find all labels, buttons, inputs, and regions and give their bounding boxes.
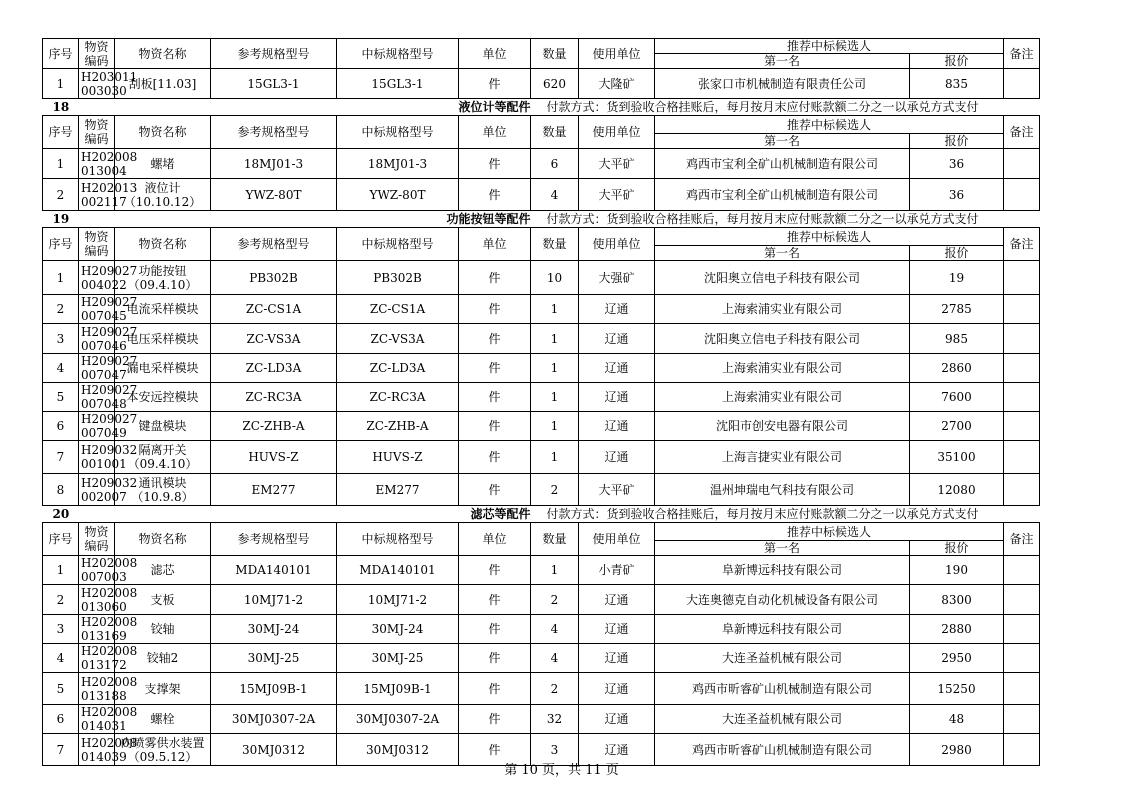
header-price: 报价 <box>910 246 1004 261</box>
row-seq: 5 <box>43 673 79 705</box>
row-price: 36 <box>910 179 1004 211</box>
row-code: H202008 014039 <box>79 734 115 766</box>
row-user: 大平矿 <box>579 474 655 506</box>
row-ref-spec: MDA140101 <box>211 556 337 585</box>
table-row <box>43 179 1040 211</box>
row-price: 8300 <box>910 585 1004 615</box>
row-unit: 件 <box>459 441 531 474</box>
row-ref-spec: ZC-VS3A <box>211 324 337 354</box>
row-remark <box>1004 644 1040 673</box>
row-qty: 620 <box>531 69 579 99</box>
header-remark: 备注 <box>1004 116 1040 149</box>
table-row <box>43 261 1040 295</box>
section-title: 滤芯等配件 <box>470 507 531 521</box>
row-price: 190 <box>910 556 1004 585</box>
row-remark <box>1004 412 1040 441</box>
row-qty: 1 <box>531 295 579 324</box>
row-qty: 1 <box>531 324 579 354</box>
row-qty: 4 <box>531 179 579 211</box>
row-user: 辽通 <box>579 705 655 734</box>
page-footer: 第 10 页，共 11 页 <box>504 763 619 778</box>
header-unit: 单位 <box>459 39 531 69</box>
header-bid-spec: 中标规格型号 <box>337 523 459 556</box>
row-qty: 10 <box>531 261 579 295</box>
table-row <box>43 149 1040 179</box>
row-supplier: 大连圣益机械有限公司 <box>655 705 910 734</box>
row-qty: 4 <box>531 615 579 644</box>
header-ref-spec: 参考规格型号 <box>211 228 337 261</box>
row-supplier: 阜新博远科技有限公司 <box>655 615 910 644</box>
header-unit: 单位 <box>459 523 531 556</box>
row-supplier: 张家口市机械制造有限责任公司 <box>655 69 910 99</box>
table-row <box>43 383 1040 412</box>
row-bid-spec: 15MJ09B-1 <box>337 673 459 705</box>
row-seq: 4 <box>43 354 79 383</box>
table-row <box>43 295 1040 324</box>
row-qty: 32 <box>531 705 579 734</box>
table-row <box>43 441 1040 474</box>
header-price: 报价 <box>910 541 1004 556</box>
row-unit: 件 <box>459 149 531 179</box>
header-first: 第一名 <box>655 54 910 69</box>
row-qty: 3 <box>531 734 579 766</box>
row-price: 19 <box>910 261 1004 295</box>
row-user: 辽通 <box>579 585 655 615</box>
header-remark: 备注 <box>1004 228 1040 261</box>
row-user: 大平矿 <box>579 179 655 211</box>
row-bid-spec: 30MJ0307-2A <box>337 705 459 734</box>
table-row <box>43 69 1040 99</box>
row-price: 7600 <box>910 383 1004 412</box>
row-price: 2700 <box>910 412 1004 441</box>
row-remark <box>1004 383 1040 412</box>
row-seq: 1 <box>43 556 79 585</box>
procurement-table <box>42 38 1040 766</box>
row-name: 滤芯 <box>115 556 211 585</box>
row-price: 985 <box>910 324 1004 354</box>
row-ref-spec: 15MJ09B-1 <box>211 673 337 705</box>
section-title-row <box>43 99 1040 116</box>
row-name: 隔离开关 （09.4.10） <box>115 441 211 474</box>
row-code: H209027 007046 <box>79 324 115 354</box>
header-name: 物资名称 <box>115 228 211 261</box>
row-name: 液位计 （10.10.12） <box>115 179 211 211</box>
row-code: H202008 013169 <box>79 615 115 644</box>
header-recommend: 推荐中标候选人 <box>655 523 1004 541</box>
row-supplier: 鸡西市宝利全矿山机械制造有限公司 <box>655 179 910 211</box>
header-user: 使用单位 <box>579 116 655 149</box>
row-ref-spec: 30MJ-24 <box>211 615 337 644</box>
row-unit: 件 <box>459 383 531 412</box>
section-title-row <box>43 211 1040 228</box>
row-code: H209027 004022 <box>79 261 115 295</box>
row-qty: 2 <box>531 673 579 705</box>
row-user: 大隆矿 <box>579 69 655 99</box>
header-row <box>43 39 1040 54</box>
header-recommend: 推荐中标候选人 <box>655 39 1004 54</box>
row-remark <box>1004 441 1040 474</box>
row-name: 支板 <box>115 585 211 615</box>
row-qty: 1 <box>531 412 579 441</box>
row-supplier: 大连圣益机械有限公司 <box>655 644 910 673</box>
row-bid-spec: 30MJ0312 <box>337 734 459 766</box>
header-remark: 备注 <box>1004 39 1040 69</box>
row-name: 铰轴 <box>115 615 211 644</box>
header-price: 报价 <box>910 54 1004 69</box>
header-qty: 数量 <box>531 116 579 149</box>
header-ref-spec: 参考规格型号 <box>211 39 337 69</box>
row-name: 键盘模块 <box>115 412 211 441</box>
row-ref-spec: ZC-ZHB-A <box>211 412 337 441</box>
row-code: H202008 013172 <box>79 644 115 673</box>
row-price: 2950 <box>910 644 1004 673</box>
row-unit: 件 <box>459 354 531 383</box>
row-unit: 件 <box>459 734 531 766</box>
header-seq: 序号 <box>43 228 79 261</box>
header-user: 使用单位 <box>579 228 655 261</box>
row-seq: 2 <box>43 585 79 615</box>
row-bid-spec: MDA140101 <box>337 556 459 585</box>
header-seq: 序号 <box>43 39 79 69</box>
header-unit: 单位 <box>459 228 531 261</box>
header-unit: 单位 <box>459 116 531 149</box>
row-qty: 2 <box>531 585 579 615</box>
row-remark <box>1004 615 1040 644</box>
section-title: 液位计等配件 <box>458 100 531 114</box>
row-user: 辽通 <box>579 673 655 705</box>
row-user: 辽通 <box>579 383 655 412</box>
row-remark <box>1004 179 1040 211</box>
header-user: 使用单位 <box>579 39 655 69</box>
header-code: 物资编码 <box>79 39 115 69</box>
row-qty: 4 <box>531 644 579 673</box>
header-bid-spec: 中标规格型号 <box>337 228 459 261</box>
table-row <box>43 673 1040 705</box>
row-seq: 1 <box>43 149 79 179</box>
section-title-row <box>43 506 1040 523</box>
row-bid-spec: ZC-ZHB-A <box>337 412 459 441</box>
row-bid-spec: 30MJ-24 <box>337 615 459 644</box>
row-remark <box>1004 324 1040 354</box>
row-unit: 件 <box>459 705 531 734</box>
row-price: 15250 <box>910 673 1004 705</box>
header-qty: 数量 <box>531 523 579 556</box>
row-unit: 件 <box>459 69 531 99</box>
row-code: H202013 002117 <box>79 179 115 211</box>
row-code: H209027 007049 <box>79 412 115 441</box>
row-unit: 件 <box>459 324 531 354</box>
header-row <box>43 523 1040 541</box>
row-user: 辽通 <box>579 615 655 644</box>
row-code: H209032 001001 <box>79 441 115 474</box>
row-ref-spec: 30MJ0307-2A <box>211 705 337 734</box>
row-remark <box>1004 673 1040 705</box>
row-seq: 7 <box>43 734 79 766</box>
row-user: 辽通 <box>579 734 655 766</box>
table-row <box>43 412 1040 441</box>
row-unit: 件 <box>459 585 531 615</box>
section-payment-terms: 付款方式：货到验收合格挂账后，每月按月末应付账款额二分之一以承兑方式支付 <box>546 100 979 114</box>
row-remark <box>1004 705 1040 734</box>
row-supplier: 上海言捷实业有限公司 <box>655 441 910 474</box>
row-supplier: 鸡西市昕睿矿山机械制造有限公司 <box>655 734 910 766</box>
header-first: 第一名 <box>655 134 910 149</box>
row-name: 电流采样模块 <box>115 295 211 324</box>
row-unit: 件 <box>459 474 531 506</box>
section-payment-terms: 付款方式：货到验收合格挂账后，每月按月末应付账款额二分之一以承兑方式支付 <box>546 507 979 521</box>
row-supplier: 大连奥德克自动化机械设备有限公司 <box>655 585 910 615</box>
row-ref-spec: HUVS-Z <box>211 441 337 474</box>
row-supplier: 沈阳奥立信电子科技有限公司 <box>655 261 910 295</box>
row-user: 大平矿 <box>579 149 655 179</box>
header-code: 物资编码 <box>79 228 115 261</box>
row-code: H209027 007045 <box>79 295 115 324</box>
row-ref-spec: ZC-RC3A <box>211 383 337 412</box>
row-price: 48 <box>910 705 1004 734</box>
row-seq: 7 <box>43 441 79 474</box>
row-remark <box>1004 474 1040 506</box>
header-first: 第一名 <box>655 541 910 556</box>
header-recommend: 推荐中标候选人 <box>655 228 1004 246</box>
row-bid-spec: PB302B <box>337 261 459 295</box>
row-bid-spec: YWZ-80T <box>337 179 459 211</box>
row-name: 本安远控模块 <box>115 383 211 412</box>
row-seq: 1 <box>43 69 79 99</box>
row-qty: 1 <box>531 354 579 383</box>
row-supplier: 鸡西市昕睿矿山机械制造有限公司 <box>655 673 910 705</box>
row-ref-spec: ZC-CS1A <box>211 295 337 324</box>
row-bid-spec: ZC-RC3A <box>337 383 459 412</box>
row-user: 大强矿 <box>579 261 655 295</box>
row-remark <box>1004 149 1040 179</box>
row-bid-spec: ZC-CS1A <box>337 295 459 324</box>
row-name: 漏电采样模块 <box>115 354 211 383</box>
section-number: 19 <box>52 212 70 226</box>
row-supplier: 上海索浦实业有限公司 <box>655 295 910 324</box>
row-user: 辽通 <box>579 644 655 673</box>
table-row <box>43 705 1040 734</box>
header-seq: 序号 <box>43 116 79 149</box>
header-seq: 序号 <box>43 523 79 556</box>
row-name: 内喷雾供水装置 （09.5.12） <box>115 734 211 766</box>
section-number: 20 <box>52 507 70 521</box>
row-name: 螺栓 <box>115 705 211 734</box>
row-user: 辽通 <box>579 295 655 324</box>
row-price: 2860 <box>910 354 1004 383</box>
row-qty: 2 <box>531 474 579 506</box>
row-user: 辽通 <box>579 354 655 383</box>
row-price: 835 <box>910 69 1004 99</box>
row-name: 支撑架 <box>115 673 211 705</box>
header-qty: 数量 <box>531 228 579 261</box>
row-ref-spec: 30MJ-25 <box>211 644 337 673</box>
header-name: 物资名称 <box>115 39 211 69</box>
section-number: 18 <box>52 100 70 114</box>
table-row <box>43 556 1040 585</box>
header-code: 物资编码 <box>79 116 115 149</box>
row-unit: 件 <box>459 644 531 673</box>
row-code: H209027 007048 <box>79 383 115 412</box>
table-row <box>43 585 1040 615</box>
row-code: H202008 014031 <box>79 705 115 734</box>
table-row <box>43 354 1040 383</box>
row-remark <box>1004 295 1040 324</box>
row-remark <box>1004 585 1040 615</box>
row-user: 小青矿 <box>579 556 655 585</box>
row-seq: 4 <box>43 644 79 673</box>
row-seq: 8 <box>43 474 79 506</box>
row-ref-spec: 18MJ01-3 <box>211 149 337 179</box>
row-qty: 1 <box>531 556 579 585</box>
row-seq: 6 <box>43 412 79 441</box>
row-qty: 1 <box>531 383 579 412</box>
row-code: H202008 013004 <box>79 149 115 179</box>
row-code: H209027 007047 <box>79 354 115 383</box>
row-name: 铰轴2 <box>115 644 211 673</box>
row-price: 35100 <box>910 441 1004 474</box>
section-payment-terms: 付款方式：货到验收合格挂账后，每月按月末应付账款额二分之一以承兑方式支付 <box>546 212 979 226</box>
row-name: 螺堵 <box>115 149 211 179</box>
row-bid-spec: ZC-VS3A <box>337 324 459 354</box>
row-name: 刮板[11.03] <box>115 69 211 99</box>
header-code: 物资编码 <box>79 523 115 556</box>
row-bid-spec: ZC-LD3A <box>337 354 459 383</box>
row-supplier: 沈阳市创安电器有限公司 <box>655 412 910 441</box>
row-seq: 2 <box>43 179 79 211</box>
row-supplier: 温州坤瑞电气科技有限公司 <box>655 474 910 506</box>
row-ref-spec: 15GL3-1 <box>211 69 337 99</box>
row-bid-spec: 10MJ71-2 <box>337 585 459 615</box>
row-user: 辽通 <box>579 412 655 441</box>
row-seq: 6 <box>43 705 79 734</box>
row-seq: 3 <box>43 615 79 644</box>
section-title: 功能按钮等配件 <box>446 212 531 226</box>
row-price: 12080 <box>910 474 1004 506</box>
row-price: 2785 <box>910 295 1004 324</box>
row-seq: 3 <box>43 324 79 354</box>
header-bid-spec: 中标规格型号 <box>337 39 459 69</box>
row-remark <box>1004 556 1040 585</box>
row-supplier: 上海索浦实业有限公司 <box>655 354 910 383</box>
row-code: H202008 007003 <box>79 556 115 585</box>
row-unit: 件 <box>459 179 531 211</box>
header-name: 物资名称 <box>115 523 211 556</box>
header-first: 第一名 <box>655 246 910 261</box>
header-row <box>43 116 1040 134</box>
row-remark <box>1004 261 1040 295</box>
row-seq: 1 <box>43 261 79 295</box>
row-supplier: 沈阳奥立信电子科技有限公司 <box>655 324 910 354</box>
row-ref-spec: PB302B <box>211 261 337 295</box>
row-price: 2880 <box>910 615 1004 644</box>
header-name: 物资名称 <box>115 116 211 149</box>
row-unit: 件 <box>459 261 531 295</box>
row-supplier: 阜新博远科技有限公司 <box>655 556 910 585</box>
row-remark <box>1004 69 1040 99</box>
row-bid-spec: EM277 <box>337 474 459 506</box>
row-bid-spec: 30MJ-25 <box>337 644 459 673</box>
row-bid-spec: HUVS-Z <box>337 441 459 474</box>
row-code: H202008 013188 <box>79 673 115 705</box>
row-seq: 2 <box>43 295 79 324</box>
row-ref-spec: EM277 <box>211 474 337 506</box>
row-bid-spec: 15GL3-1 <box>337 69 459 99</box>
row-qty: 1 <box>531 441 579 474</box>
header-user: 使用单位 <box>579 523 655 556</box>
header-ref-spec: 参考规格型号 <box>211 116 337 149</box>
row-supplier: 鸡西市宝利全矿山机械制造有限公司 <box>655 149 910 179</box>
row-user: 辽通 <box>579 441 655 474</box>
row-name: 电压采样模块 <box>115 324 211 354</box>
procurement-sheet <box>42 38 1039 764</box>
row-price: 2980 <box>910 734 1004 766</box>
row-unit: 件 <box>459 673 531 705</box>
row-remark <box>1004 354 1040 383</box>
row-price: 36 <box>910 149 1004 179</box>
header-bid-spec: 中标规格型号 <box>337 116 459 149</box>
header-price: 报价 <box>910 134 1004 149</box>
header-row <box>43 228 1040 246</box>
table-row <box>43 644 1040 673</box>
row-ref-spec: 10MJ71-2 <box>211 585 337 615</box>
row-code: H203011 003030 <box>79 69 115 99</box>
row-qty: 6 <box>531 149 579 179</box>
table-row <box>43 324 1040 354</box>
table-row <box>43 474 1040 506</box>
row-supplier: 上海索浦实业有限公司 <box>655 383 910 412</box>
row-bid-spec: 18MJ01-3 <box>337 149 459 179</box>
header-remark: 备注 <box>1004 523 1040 556</box>
row-ref-spec: YWZ-80T <box>211 179 337 211</box>
row-user: 辽通 <box>579 324 655 354</box>
row-seq: 5 <box>43 383 79 412</box>
row-code: H209032 002007 <box>79 474 115 506</box>
row-unit: 件 <box>459 556 531 585</box>
header-qty: 数量 <box>531 39 579 69</box>
row-ref-spec: 30MJ0312 <box>211 734 337 766</box>
row-code: H202008 013060 <box>79 585 115 615</box>
header-recommend: 推荐中标候选人 <box>655 116 1004 134</box>
table-row <box>43 615 1040 644</box>
header-ref-spec: 参考规格型号 <box>211 523 337 556</box>
row-name: 功能按钮 （09.4.10） <box>115 261 211 295</box>
row-unit: 件 <box>459 295 531 324</box>
row-unit: 件 <box>459 615 531 644</box>
row-ref-spec: ZC-LD3A <box>211 354 337 383</box>
row-name: 通讯模块 （10.9.8） <box>115 474 211 506</box>
row-unit: 件 <box>459 412 531 441</box>
